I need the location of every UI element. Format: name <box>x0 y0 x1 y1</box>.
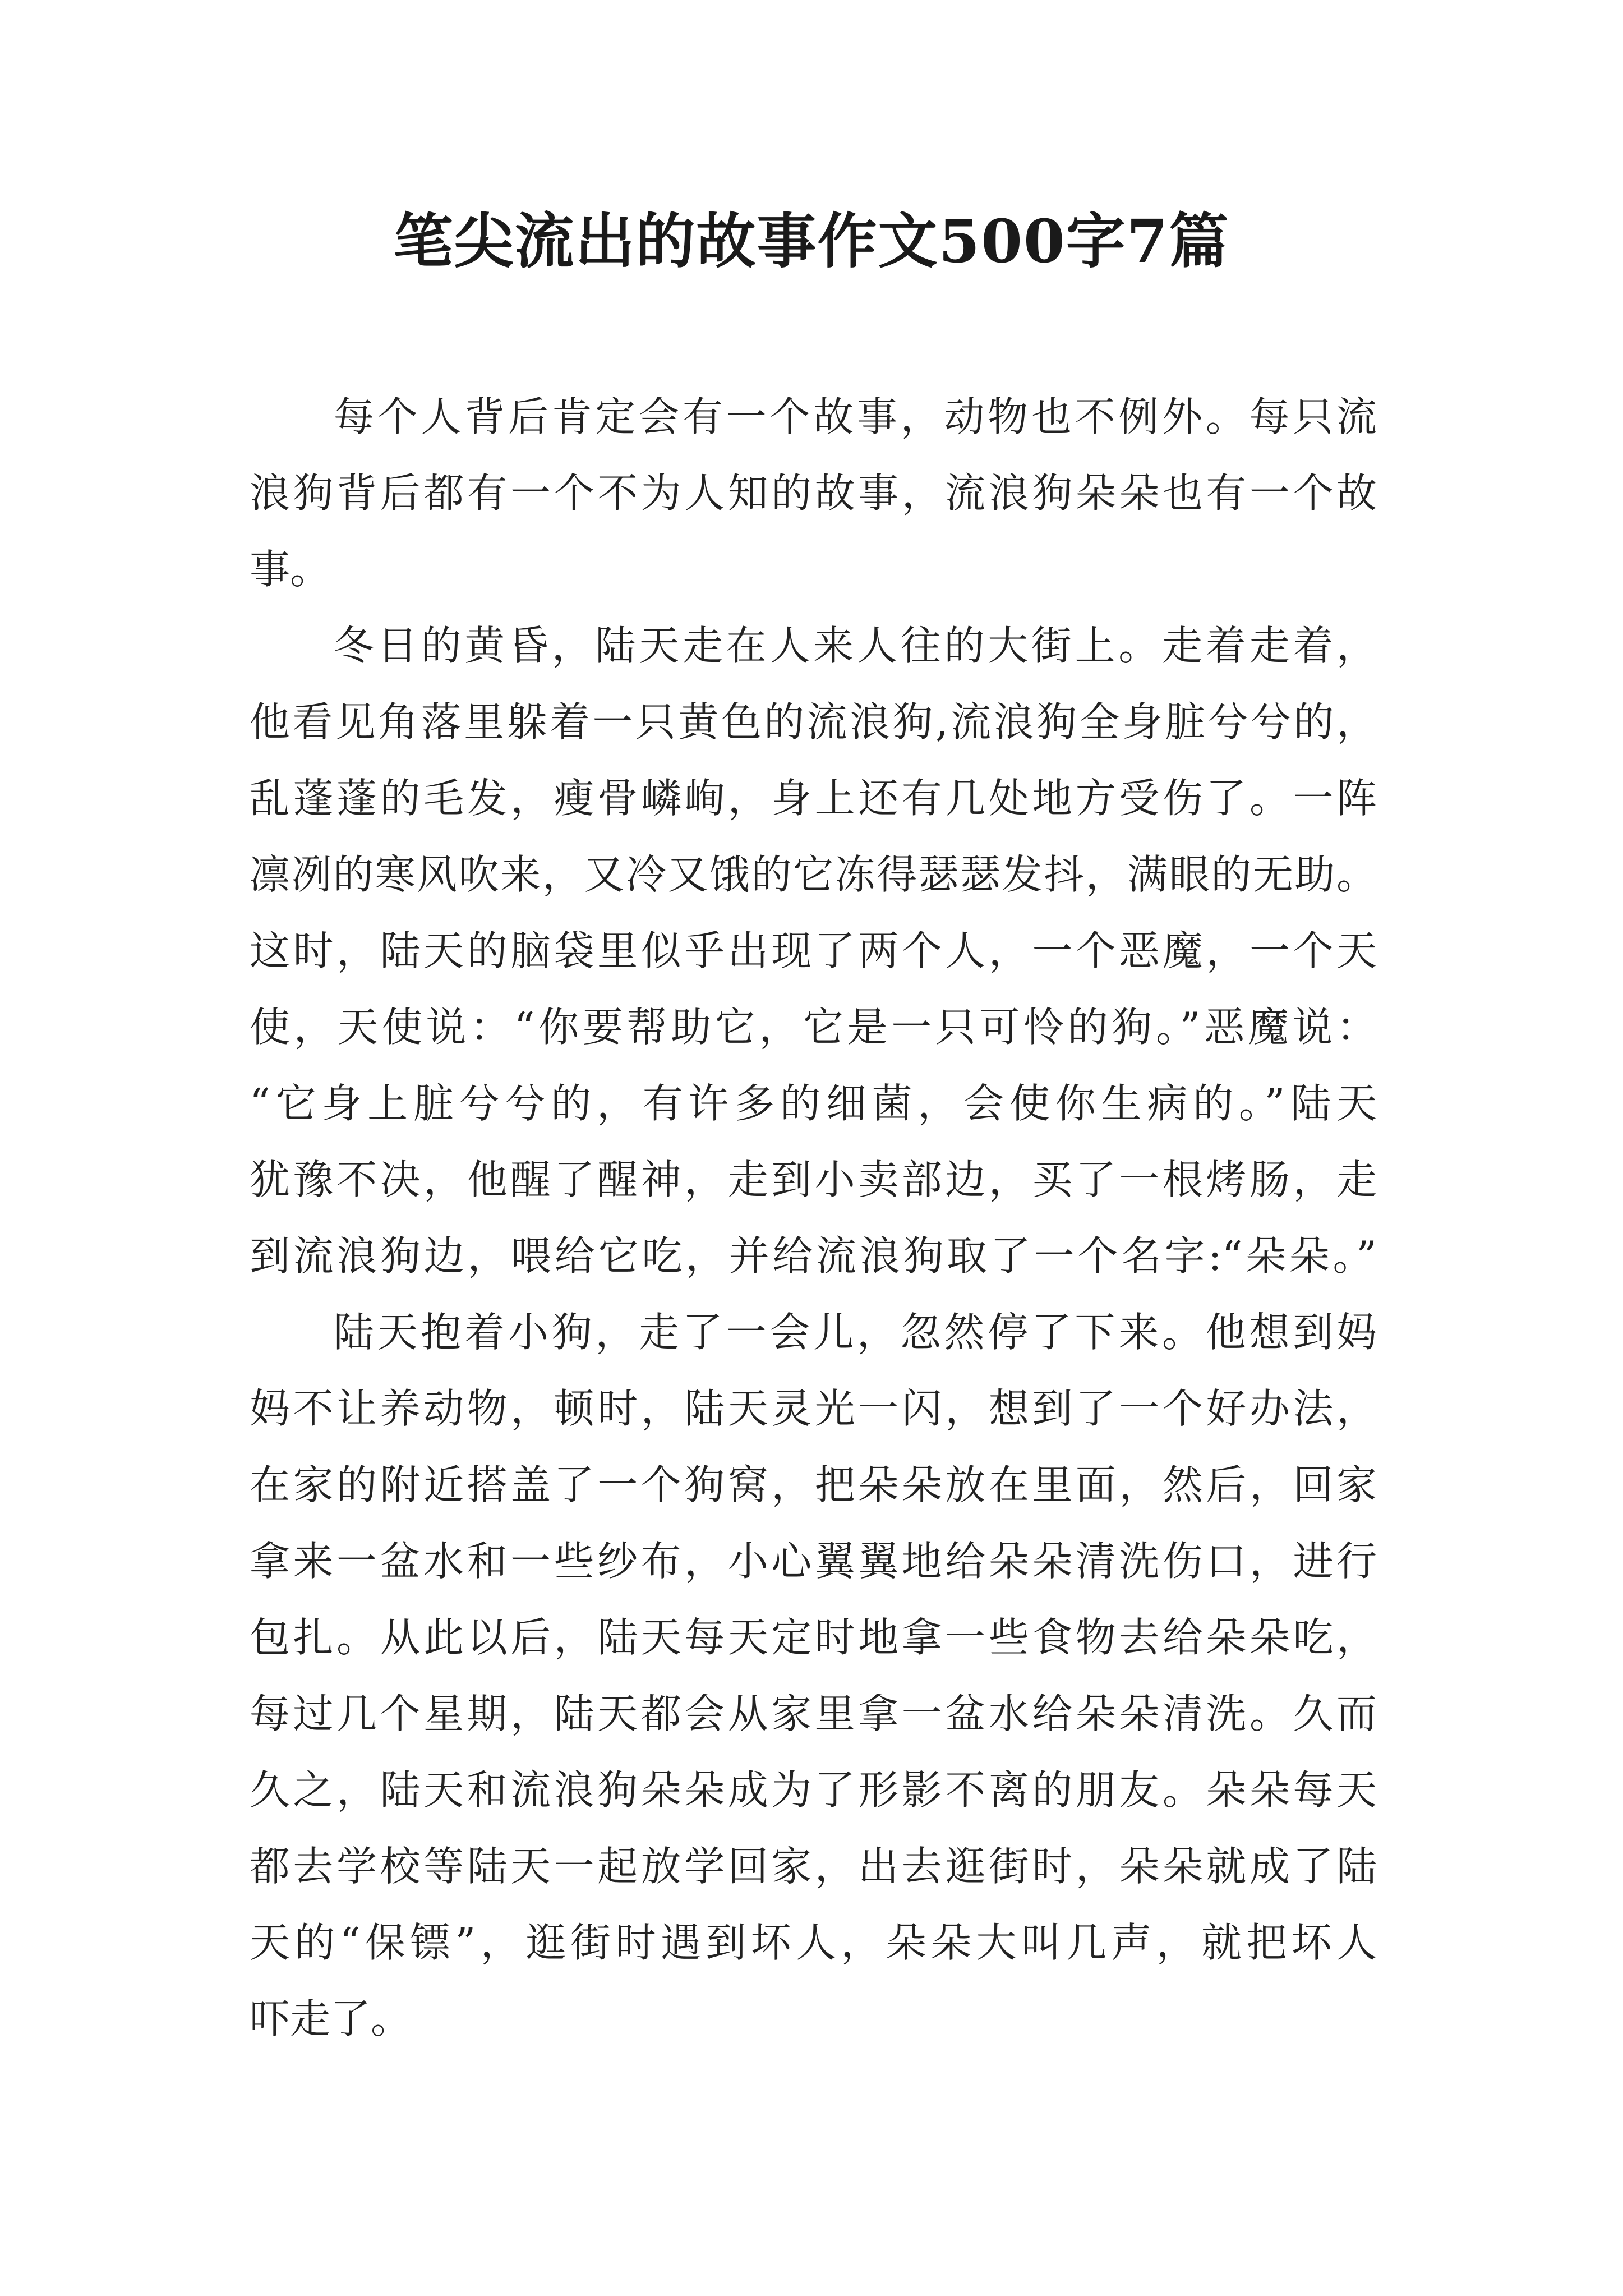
paragraph-line: 每个人背后肯定会有一个故事，动物也不例外。每只流 <box>334 393 1377 440</box>
paragraph-line: 凛冽的寒风吹来，又冷又饿的它冻得瑟瑟发抖，满眼的无助。 <box>250 851 1377 898</box>
paragraph-line: 拿来一盆水和一些纱布，小心翼翼地给朵朵清洗伤口，进行 <box>250 1538 1377 1585</box>
paragraph-2 <box>250 608 1377 1294</box>
paragraph-line: 陆天抱着小狗，走了一会儿，忽然停了下来。他想到妈 <box>334 1309 1377 1356</box>
paragraph-line: 吓走了。 <box>250 1995 412 2042</box>
paragraph-line: “它身上脏兮兮的，有许多的细菌，会使你生病的。”陆天 <box>250 1080 1377 1127</box>
paragraph-line: 到流浪狗边，喂给它吃，并给流浪狗取了一个名字:“朵朵。” <box>250 1232 1377 1280</box>
paragraph-line: 妈不让养动物，顿时，陆天灵光一闪，想到了一个好办法， <box>250 1385 1377 1432</box>
paragraph-line: 乱蓬蓬的毛发，瘦骨嶙峋，身上还有几处地方受伤了。一阵 <box>250 775 1377 822</box>
paragraph-line: 事。 <box>250 546 331 593</box>
paragraph-line: 这时，陆天的脑袋里似乎出现了两个人，一个恶魔，一个天 <box>250 927 1377 974</box>
paragraph-line: 犹豫不决，他醒了醒神，走到小卖部边，买了一根烤肠，走 <box>250 1156 1377 1203</box>
paragraph-line: 使，天使说：“你要帮助它，它是一只可怜的狗。”恶魔说： <box>250 1004 1377 1051</box>
document-body <box>250 379 1377 2057</box>
paragraph-1 <box>250 379 1377 608</box>
document-title: 笔尖流出的故事作文500字7篇 <box>393 206 1230 276</box>
paragraph-line: 都去学校等陆天一起放学回家，出去逛街时，朵朵就成了陆 <box>250 1843 1377 1890</box>
paragraph-line: 他看见角落里躲着一只黄色的流浪狗,流浪狗全身脏兮兮的， <box>250 698 1377 746</box>
paragraph-line: 天的“保镖”，逛街时遇到坏人，朵朵大叫几声，就把坏人 <box>250 1919 1377 1966</box>
paragraph-line: 包扎。从此以后，陆天每天定时地拿一些食物去给朵朵吃， <box>250 1614 1377 1661</box>
paragraph-line: 在家的附近搭盖了一个狗窝，把朵朵放在里面，然后，回家 <box>250 1461 1377 1508</box>
paragraph-line: 久之，陆天和流浪狗朵朵成为了形影不离的朋友。朵朵每天 <box>250 1766 1377 1814</box>
paragraph-line: 浪狗背后都有一个不为人知的故事，流浪狗朵朵也有一个故 <box>250 470 1377 517</box>
paragraph-line: 每过几个星期，陆天都会从家里拿一盆水给朵朵清洗。久而 <box>250 1690 1377 1737</box>
paragraph-3 <box>250 1294 1377 2057</box>
paragraph-line: 冬日的黄昏，陆天走在人来人往的大街上。走着走着， <box>334 622 1377 669</box>
